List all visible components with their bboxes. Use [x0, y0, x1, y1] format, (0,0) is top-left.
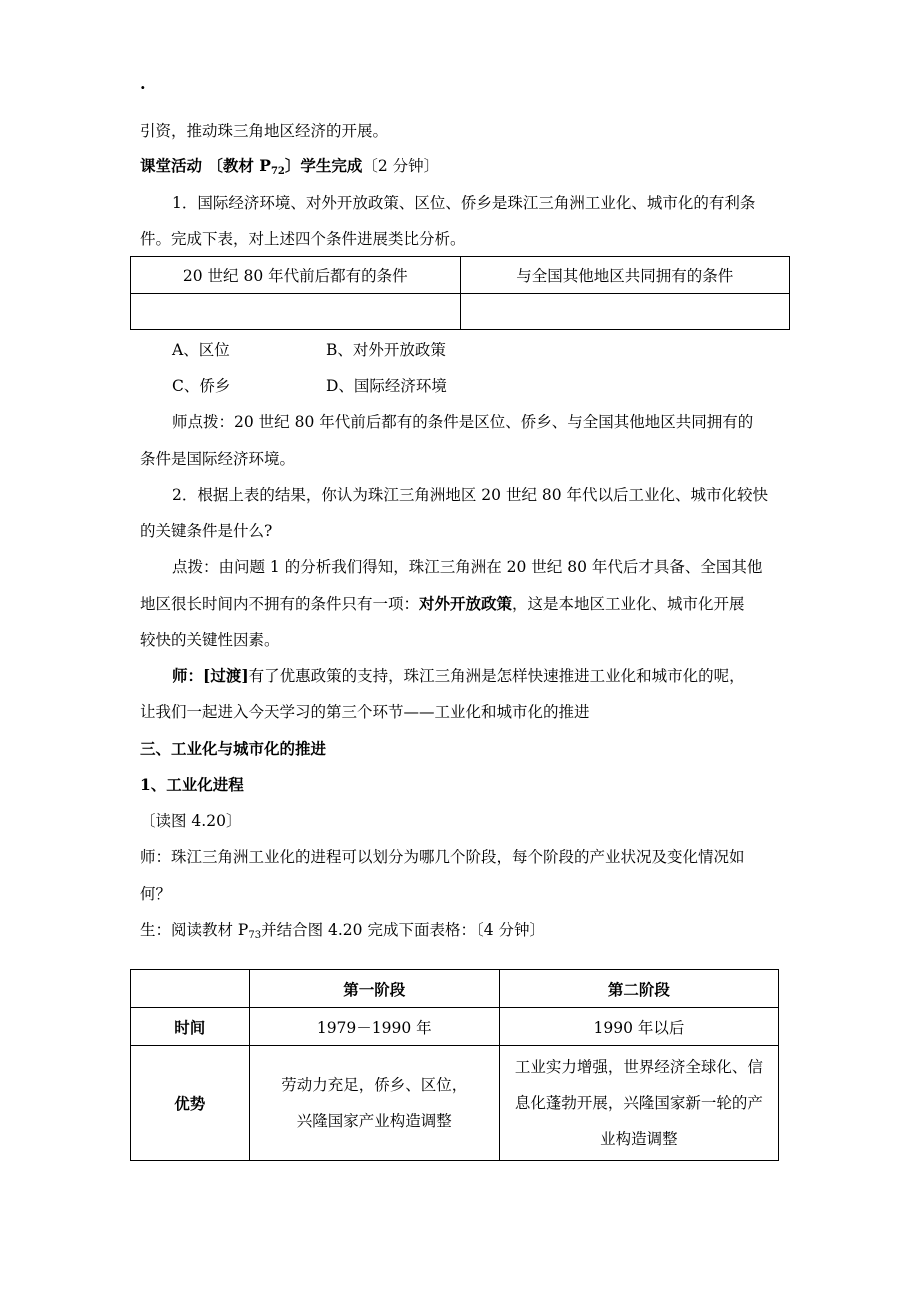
activity-heading	[140, 156, 439, 182]
option-c: C、侨乡	[172, 377, 231, 395]
question1-line1: 1．国际经济环境、对外开放政策、区位、侨乡是珠江三角洲工业化、城市化的有利条	[172, 194, 756, 212]
teacher-tip1-line2: 条件是国际经济环境。	[140, 450, 296, 468]
student-instruction-start: 生：阅读教材 P	[140, 921, 249, 939]
subsection1-heading: 1、工业化进程	[140, 775, 244, 794]
transition-line2: 让我们一起进入今天学习的第三个环节——工业化和城市化的推进	[140, 703, 590, 721]
question2-line2: 的关键条件是什么?	[140, 522, 273, 540]
condition-table	[130, 256, 790, 330]
teacher-question-line2: 何？	[140, 885, 172, 903]
transition-text: 有了优惠政策的支持，珠江三角洲是怎样快速推进工业化和城市化的呢，	[248, 667, 745, 685]
option-a: A、区位	[172, 341, 230, 359]
student-instruction	[140, 920, 545, 946]
stage2-time: 1990 年以后	[499, 1008, 778, 1046]
question2-line1: 2．根据上表的结果，你认为珠江三角洲地区 20 世纪 80 年代以后工业化、城市化较快	[172, 486, 769, 504]
activity-title: 课堂活动 〔教材 P	[140, 156, 271, 175]
stage2-advantage-line2: 息化蓬勃开展，兴隆国家新一轮的产	[514, 1094, 763, 1112]
condition-table-header-left: 20 世纪 80 年代前后都有的条件	[131, 257, 461, 294]
condition-table-cell-right[interactable]	[460, 294, 790, 330]
advantage-row-label: 优势	[131, 1046, 250, 1161]
stage1-advantage-line1: 劳动力充足，侨乡、区位，	[281, 1076, 468, 1094]
tip2-key-policy: 对外开放政策	[419, 594, 513, 613]
stage1-advantage-line2: 兴隆国家产业构造调整	[296, 1112, 452, 1130]
transition-label: 师：[过渡]	[172, 666, 249, 685]
tip2-line2-start: 地区很长时间内不拥有的条件只有一项：	[140, 595, 420, 613]
tip2-line2-end: ，这是本地区工业化、城市化开展	[512, 595, 745, 613]
option-b: B、对外开放政策	[326, 341, 446, 359]
question1-line2: 件。完成下表，对上述四个条件进展类比分析。	[140, 230, 466, 248]
teacher-question-line1: 师：珠江三角洲工业化的进程可以划分为哪几个阶段，每个阶段的产业状况及变化情况如	[140, 848, 745, 866]
read-figure-note: 〔读图 4.20〕	[140, 812, 242, 830]
top-dot: .	[140, 74, 146, 93]
transition-line1	[172, 666, 745, 686]
stage1-header: 第一阶段	[249, 970, 499, 1008]
student-instruction-end: 并结合图 4.20 完成下面表格：〔4 分钟〕	[261, 921, 545, 939]
stage1-time: 1979－1990 年	[249, 1008, 499, 1046]
section3-heading: 三、工业化与城市化的推进	[140, 739, 327, 758]
option-d: D、国际经济环境	[326, 377, 447, 395]
student-page-sub: 73	[248, 930, 262, 941]
condition-table-header-right: 与全国其他地区共同拥有的条件	[460, 257, 790, 294]
stage2-advantage-line3: 业构造调整	[600, 1130, 678, 1148]
teacher-tip1-line1: 师点拨：20 世纪 80 年代前后都有的条件是区位、侨乡、与全国其他地区共同拥有的	[172, 413, 754, 431]
tip2-line2	[140, 594, 745, 614]
condition-table-cell-left[interactable]	[131, 294, 461, 330]
intro-line: 引资，推动珠三角地区经济的开展。	[140, 122, 389, 140]
stage1-advantage	[249, 1046, 499, 1161]
stage2-header: 第二阶段	[499, 970, 778, 1008]
stage2-advantage-line1: 工业实力增强，世界经济全球化、信	[514, 1058, 763, 1076]
time-row-label: 时间	[131, 1008, 250, 1046]
tip2-line3: 较快的关键性因素。	[140, 631, 280, 649]
activity-title-end: 〕学生完成	[284, 156, 363, 175]
activity-page-sub: 72	[270, 166, 285, 177]
industrialization-table	[130, 969, 779, 1161]
stage2-advantage	[499, 1046, 778, 1161]
industrialization-table-corner	[131, 970, 250, 1008]
tip2-line1: 点拨：由问题 1 的分析我们得知，珠江三角洲在 20 世纪 80 年代后才具备、全国其他	[172, 558, 763, 576]
activity-time: 〔2 分钟〕	[362, 157, 440, 175]
